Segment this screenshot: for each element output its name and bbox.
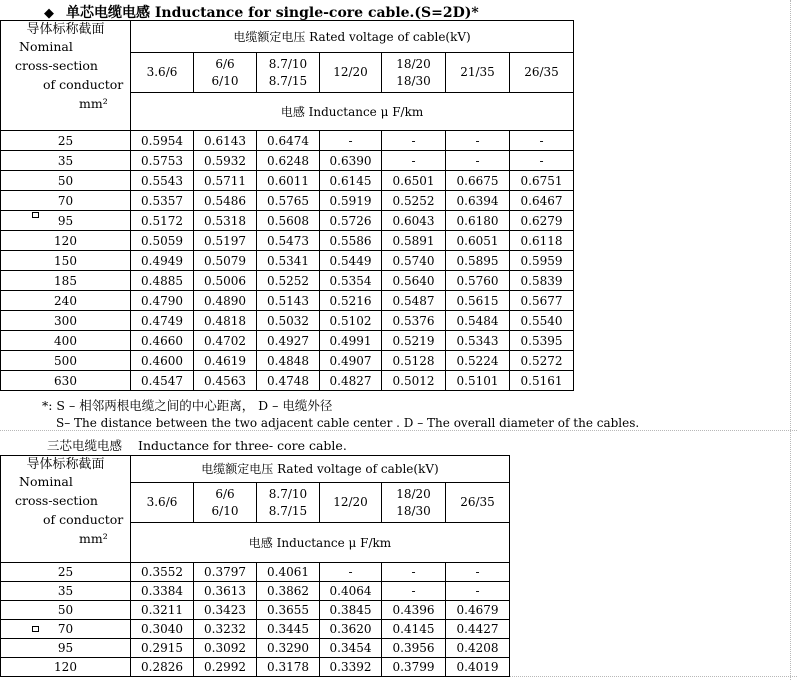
table-row [1,291,574,311]
voltage-label: 8.7/10 [268,486,308,501]
footnote-en: S– The distance between the two adjacent cable center . D – The overall diameter of the cables. [56,416,640,430]
cross-section-cell: 630 [1,371,131,391]
inductance-value-cell: 0.2992 [194,658,257,677]
table-row [1,231,574,251]
section2-title-en: Inductance for three- core cable. [138,438,347,453]
footnote-cn: *: S – 相邻两根电缆之间的中心距离， D – 电缆外径 [42,398,333,413]
conductor-header-cell [1,21,131,131]
inductance-value-cell: 0.5224 [446,351,510,371]
inductance-value-cell: 0.5919 [320,191,382,211]
inductance-value-cell: - [382,563,446,582]
inductance-value-cell: 0.4427 [446,620,510,639]
inductance-value-cell: 0.4547 [131,371,194,391]
voltage-label: 26/35 [524,65,559,79]
inductance-value-cell: 0.3956 [382,639,446,658]
cross-section-cell: 185 [1,271,131,291]
inductance-value-cell: 0.4660 [131,331,194,351]
inductance-value-cell: 0.5711 [194,171,257,191]
voltage-cell [257,53,320,93]
inductance-value-cell: 0.5726 [320,211,382,231]
inductance-value-cell: 0.5839 [510,271,574,291]
inductance-value-cell: 0.6043 [382,211,446,231]
voltage-label: 18/20 [396,486,431,501]
table-row [1,601,510,620]
inductance-value-cell: 0.5216 [320,291,382,311]
inductance-value-cell: 0.3178 [257,658,320,677]
inductance-value-cell: 0.5932 [194,151,257,171]
inductance-value-cell: 0.5677 [510,291,574,311]
inductance-value-cell: 0.5376 [382,311,446,331]
inductance-value-cell: 0.5484 [446,311,510,331]
voltage-label: 12/20 [333,495,368,509]
inductance-value-cell: - [510,151,574,171]
square-marker-icon [32,212,39,218]
table-row [1,351,574,371]
voltage-cell [194,483,257,523]
inductance-value-cell: 0.4927 [257,331,320,351]
voltage-cell [382,53,446,93]
inductance-value-cell: 0.5586 [320,231,382,251]
conductor-header-cell [1,456,131,563]
inductance-value-cell: 0.5128 [382,351,446,371]
section1-title [44,2,479,22]
inductance-value-cell: 0.4890 [194,291,257,311]
cross-section-cell: 25 [1,563,131,582]
page-guide-top [0,430,797,431]
inductance-value-cell: 0.5540 [510,311,574,331]
inductance-value-cell: 0.4396 [382,601,446,620]
cross-section-cell: 95 [1,211,131,231]
conductor-header-unit: mm² [79,96,108,111]
inductance-value-cell: 0.4702 [194,331,257,351]
inductance-value-cell: 0.3797 [194,563,257,582]
voltage-label: 18/20 [396,56,431,71]
inductance-value-cell: - [510,131,574,151]
voltage-label: 6/6 [215,486,235,501]
inductance-value-cell: 0.4749 [131,311,194,331]
conductor-header-en-3: of conductor [43,512,124,527]
inductance-value-cell: 0.6279 [510,211,574,231]
inductance-value-cell: 0.5006 [194,271,257,291]
cross-section-cell: 300 [1,311,131,331]
inductance-value-cell: 0.5219 [382,331,446,351]
inductance-value-cell: 0.3384 [131,582,194,601]
voltage-label: 18/30 [396,503,431,518]
inductance-value-cell: 0.5486 [194,191,257,211]
cross-section-cell: 50 [1,171,131,191]
inductance-value-cell: 0.5395 [510,331,574,351]
inductance-value-cell: 0.4019 [446,658,510,677]
inductance-value-cell: 0.5487 [382,291,446,311]
table-row [1,582,510,601]
inductance-value-cell: 0.5318 [194,211,257,231]
inductance-value-cell: 0.3232 [194,620,257,639]
inductance-value-cell: 0.4790 [131,291,194,311]
table-row [1,171,574,191]
inductance-value-cell: 0.2915 [131,639,194,658]
inductance-value-cell: 0.5272 [510,351,574,371]
inductance-value-cell: 0.5343 [446,331,510,351]
conductor-header-en-3: of conductor [43,77,124,92]
table-row [1,563,510,582]
conductor-header-en-1: Nominal [19,474,73,489]
inductance-value-cell: 0.2826 [131,658,194,677]
inductance-value-cell: 0.5341 [257,251,320,271]
inductance-value-cell: 0.3092 [194,639,257,658]
section2-title-cn: 三芯电缆电感 [47,438,123,453]
voltage-cell [131,483,194,523]
inductance-value-cell: 0.5032 [257,311,320,331]
inductance-value-cell: 0.5753 [131,151,194,171]
table-row [1,331,574,351]
table-row [1,311,574,331]
inductance-value-cell: 0.4600 [131,351,194,371]
inductance-value-cell: 0.4818 [194,311,257,331]
cross-section-cell: 120 [1,231,131,251]
inductance-value-cell: 0.3655 [257,601,320,620]
inductance-value-cell: 0.5357 [131,191,194,211]
inductance-value-cell: 0.5449 [320,251,382,271]
inductance-value-cell: 0.3445 [257,620,320,639]
inductance-value-cell: - [446,131,510,151]
voltage-header: 电缆额定电压 Rated voltage of cable(kV) [131,21,574,53]
inductance-value-cell: 0.4949 [131,251,194,271]
cross-section-cell: 25 [1,131,131,151]
inductance-value-cell: 0.5059 [131,231,194,251]
table-row [1,271,574,291]
table-row [1,191,574,211]
inductance-value-cell: 0.4991 [320,331,382,351]
conductor-header-en-1: Nominal [19,39,73,54]
inductance-value-cell: - [446,563,510,582]
voltage-label: 8.7/15 [268,73,308,88]
inductance-value-cell: - [446,151,510,171]
inductance-value-cell: 0.6051 [446,231,510,251]
inductance-value-cell: 0.6390 [320,151,382,171]
inductance-value-cell: 0.5895 [446,251,510,271]
inductance-value-cell: 0.4064 [320,582,382,601]
voltage-label: 3.6/6 [146,495,178,509]
cross-section-cell: 70 [1,620,131,639]
voltage-label: 8.7/15 [268,503,308,518]
inductance-value-cell: 0.5608 [257,211,320,231]
three-core-inductance-table [0,455,510,677]
table-row [1,211,574,231]
conductor-header-unit: mm² [79,531,108,546]
inductance-value-cell: 0.5102 [320,311,382,331]
voltage-label: 3.6/6 [146,65,178,79]
table-row [1,658,510,677]
inductance-value-cell: 0.3211 [131,601,194,620]
voltage-label: 26/35 [460,495,495,509]
inductance-value-cell: 0.6143 [194,131,257,151]
inductance-value-cell: 0.5543 [131,171,194,191]
table-row [1,131,574,151]
voltage-label: 6/6 [215,56,235,71]
diamond-bullet-icon: ◆ [44,6,54,21]
inductance-value-cell: 0.3862 [257,582,320,601]
section2-title [47,436,347,454]
inductance-value-cell: - [446,582,510,601]
inductance-value-cell: 0.6501 [382,171,446,191]
inductance-value-cell: 0.6145 [320,171,382,191]
voltage-cell [131,53,194,93]
cross-section-cell: 35 [1,151,131,171]
inductance-value-cell: 0.5161 [510,371,574,391]
inductance-value-cell: - [320,563,382,582]
voltage-label: 8.7/10 [268,56,308,71]
inductance-value-cell: 0.5891 [382,231,446,251]
cross-section-cell: 120 [1,658,131,677]
inductance-value-cell: 0.6751 [510,171,574,191]
cross-section-cell: 400 [1,331,131,351]
inductance-value-cell: 0.5640 [382,271,446,291]
inductance-value-cell: 0.6248 [257,151,320,171]
inductance-value-cell: - [382,131,446,151]
inductance-value-cell: 0.4061 [257,563,320,582]
voltage-cell [320,53,382,93]
inductance-value-cell: 0.5473 [257,231,320,251]
inductance-value-cell: 0.4748 [257,371,320,391]
inductance-value-cell: 0.6675 [446,171,510,191]
inductance-value-cell: 0.6474 [257,131,320,151]
inductance-value-cell: 0.4619 [194,351,257,371]
inductance-value-cell: 0.3392 [320,658,382,677]
inductance-value-cell: 0.5143 [257,291,320,311]
inductance-value-cell: 0.3552 [131,563,194,582]
inductance-value-cell: 0.4145 [382,620,446,639]
inductance-value-cell: 0.5172 [131,211,194,231]
inductance-value-cell: 0.3799 [382,658,446,677]
conductor-header-cn: 导体标称截面 [26,457,105,472]
inductance-value-cell: 0.5101 [446,371,510,391]
inductance-value-cell: 0.4907 [320,351,382,371]
inductance-value-cell: 0.5765 [257,191,320,211]
table-row [1,151,574,171]
inductance-value-cell: 0.3040 [131,620,194,639]
inductance-value-cell: 0.4563 [194,371,257,391]
inductance-value-cell: 0.5760 [446,271,510,291]
inductance-value-cell: 0.5197 [194,231,257,251]
inductance-value-cell: 0.5079 [194,251,257,271]
cross-section-cell: 240 [1,291,131,311]
inductance-value-cell: 0.4208 [446,639,510,658]
cross-section-cell: 150 [1,251,131,271]
inductance-value-cell: 0.3290 [257,639,320,658]
inductance-value-cell: 0.4679 [446,601,510,620]
voltage-cell [320,483,382,523]
inductance-value-cell: 0.6394 [446,191,510,211]
inductance-unit-header: 电感 Inductance μ F/km [131,523,510,563]
table-row [1,620,510,639]
inductance-value-cell: 0.3845 [320,601,382,620]
inductance-value-cell: 0.5954 [131,131,194,151]
inductance-value-cell: 0.3423 [194,601,257,620]
inductance-value-cell: 0.5615 [446,291,510,311]
inductance-value-cell: 0.4885 [131,271,194,291]
inductance-value-cell: 0.3613 [194,582,257,601]
inductance-value-cell: 0.6011 [257,171,320,191]
voltage-cell [382,483,446,523]
inductance-value-cell: 0.5740 [382,251,446,271]
table-row [1,639,510,658]
voltage-label: 6/10 [211,503,239,518]
inductance-value-cell: 0.5354 [320,271,382,291]
inductance-value-cell: 0.4827 [320,371,382,391]
inductance-value-cell: 0.5959 [510,251,574,271]
voltage-cell [446,53,510,93]
single-core-inductance-table [0,20,574,391]
cross-section-cell: 500 [1,351,131,371]
inductance-value-cell: 0.5012 [382,371,446,391]
cross-section-cell: 95 [1,639,131,658]
voltage-label: 21/35 [460,65,495,79]
inductance-value-cell: 0.5252 [257,271,320,291]
cross-section-cell: 35 [1,582,131,601]
voltage-label: 12/20 [333,65,368,79]
inductance-value-cell: 0.5252 [382,191,446,211]
cross-section-cell: 50 [1,601,131,620]
inductance-value-cell: 0.3620 [320,620,382,639]
inductance-value-cell: 0.6467 [510,191,574,211]
voltage-cell [194,53,257,93]
conductor-header-en-2: cross-section [15,493,98,508]
inductance-value-cell: 0.3454 [320,639,382,658]
page-guide-right [790,0,791,680]
inductance-value-cell: - [382,582,446,601]
inductance-value-cell: 0.6118 [510,231,574,251]
conductor-header-cn: 导体标称截面 [26,22,105,37]
square-marker-icon [32,626,39,632]
inductance-value-cell: 0.4848 [257,351,320,371]
conductor-header-en-2: cross-section [15,58,98,73]
cross-section-cell: 70 [1,191,131,211]
inductance-value-cell: - [382,151,446,171]
section1-title-text: 单芯电缆电感 Inductance for single-core cable.(S=2D)* [66,5,479,21]
voltage-label: 18/30 [396,73,431,88]
voltage-label: 6/10 [211,73,239,88]
voltage-cell [510,53,574,93]
inductance-value-cell: 0.6180 [446,211,510,231]
voltage-cell [257,483,320,523]
table-row [1,371,574,391]
voltage-cell [446,483,510,523]
inductance-value-cell: - [320,131,382,151]
inductance-unit-header: 电感 Inductance μ F/km [131,93,574,131]
voltage-header: 电缆额定电压 Rated voltage of cable(kV) [131,456,510,483]
table-row [1,251,574,271]
